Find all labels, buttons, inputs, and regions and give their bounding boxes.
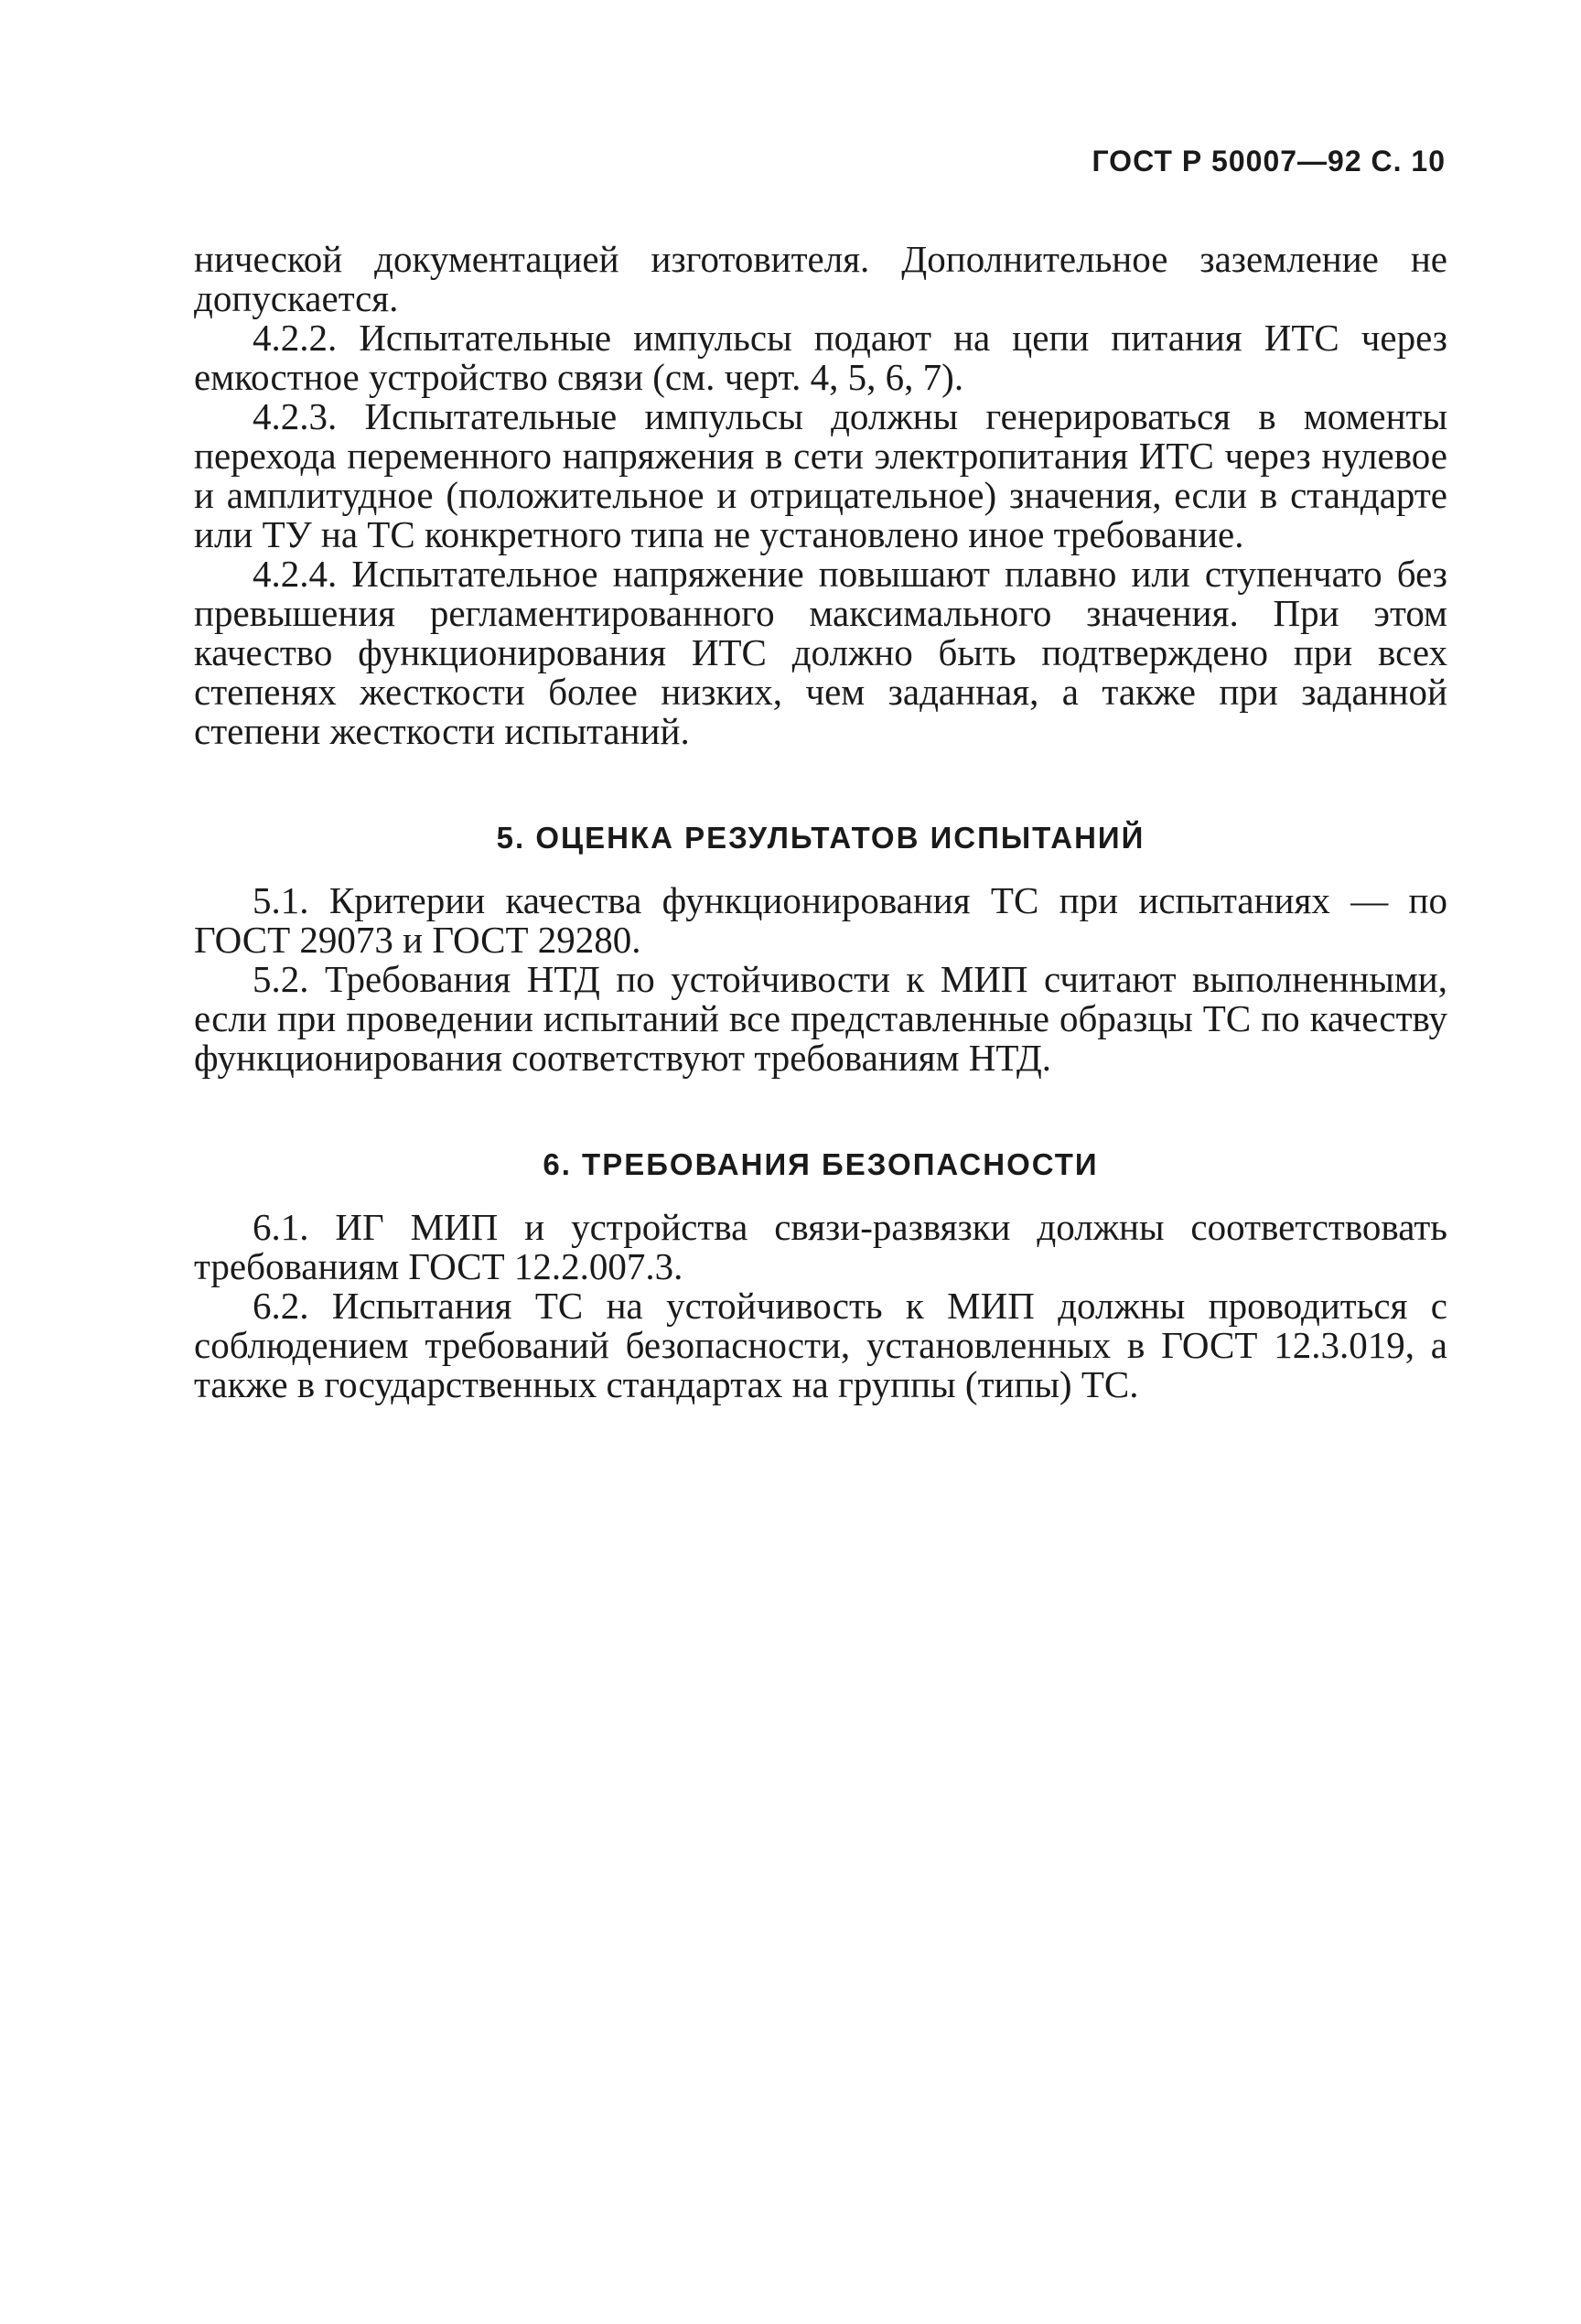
section-5-title: 5. ОЦЕНКА РЕЗУЛЬТАТОВ ИСПЫТАНИЙ xyxy=(496,821,1145,855)
paragraph-5-2: 5.2. Требования НТД по устойчивости к МИП считают выполненными, если при проведении испытаний все представленные образцы ТС по качеству функционирования соответствуют требованиям НТД. xyxy=(194,958,1447,1079)
page-header: ГОСТ Р 50007—92 С. 10 xyxy=(1092,145,1446,178)
paragraph-6-1: 6.1. ИГ МИП и устройства связи-развязки должны соответствовать требованиям ГОСТ 12.2.007.3. xyxy=(194,1206,1447,1287)
paragraph-6-2: 6.2. Испытания ТС на устойчивость к МИП должны проводиться с соблюдением требований безопасности, установленных в ГОСТ 12.3.019, а также в государственных стандартах на группы (типы) ТС. xyxy=(194,1285,1447,1405)
paragraph-continuation: нической документацией изготовителя. Дополнительное заземление не допускается. xyxy=(194,238,1447,319)
paragraph-4-2-3: 4.2.3. Испытательные импульсы должны генерироваться в моменты перехода переменного напряжения в сети электропитания ИТС через нулевое и амплитудное (положительное и отрицательное) значения, если в стандарте или ТУ на ТС конкретного типа не установлено иное требование. xyxy=(194,395,1447,555)
paragraph-4-2-2: 4.2.2. Испытательные импульсы подают на цепи питания ИТС через емкостное устройство связи (см. черт. 4, 5, 6, 7). xyxy=(194,317,1447,398)
document-body xyxy=(194,240,1447,1404)
paragraph-4-2-4: 4.2.4. Испытательное напряжение повышают плавно или ступенчато без превышения регламентированного максимального значения. При этом качество функционирования ИТС должно быть подтверждено при всех степенях жесткости более низких, чем заданная, а также при заданной степени жесткости испытаний. xyxy=(194,553,1447,752)
paragraph-5-1: 5.1. Критерии качества функционирования ТС при испытаниях — по ГОСТ 29073 и ГОСТ 29280. xyxy=(194,879,1447,961)
section-6-title: 6. ТРЕБОВАНИЯ БЕЗОПАСНОСТИ xyxy=(543,1147,1099,1181)
